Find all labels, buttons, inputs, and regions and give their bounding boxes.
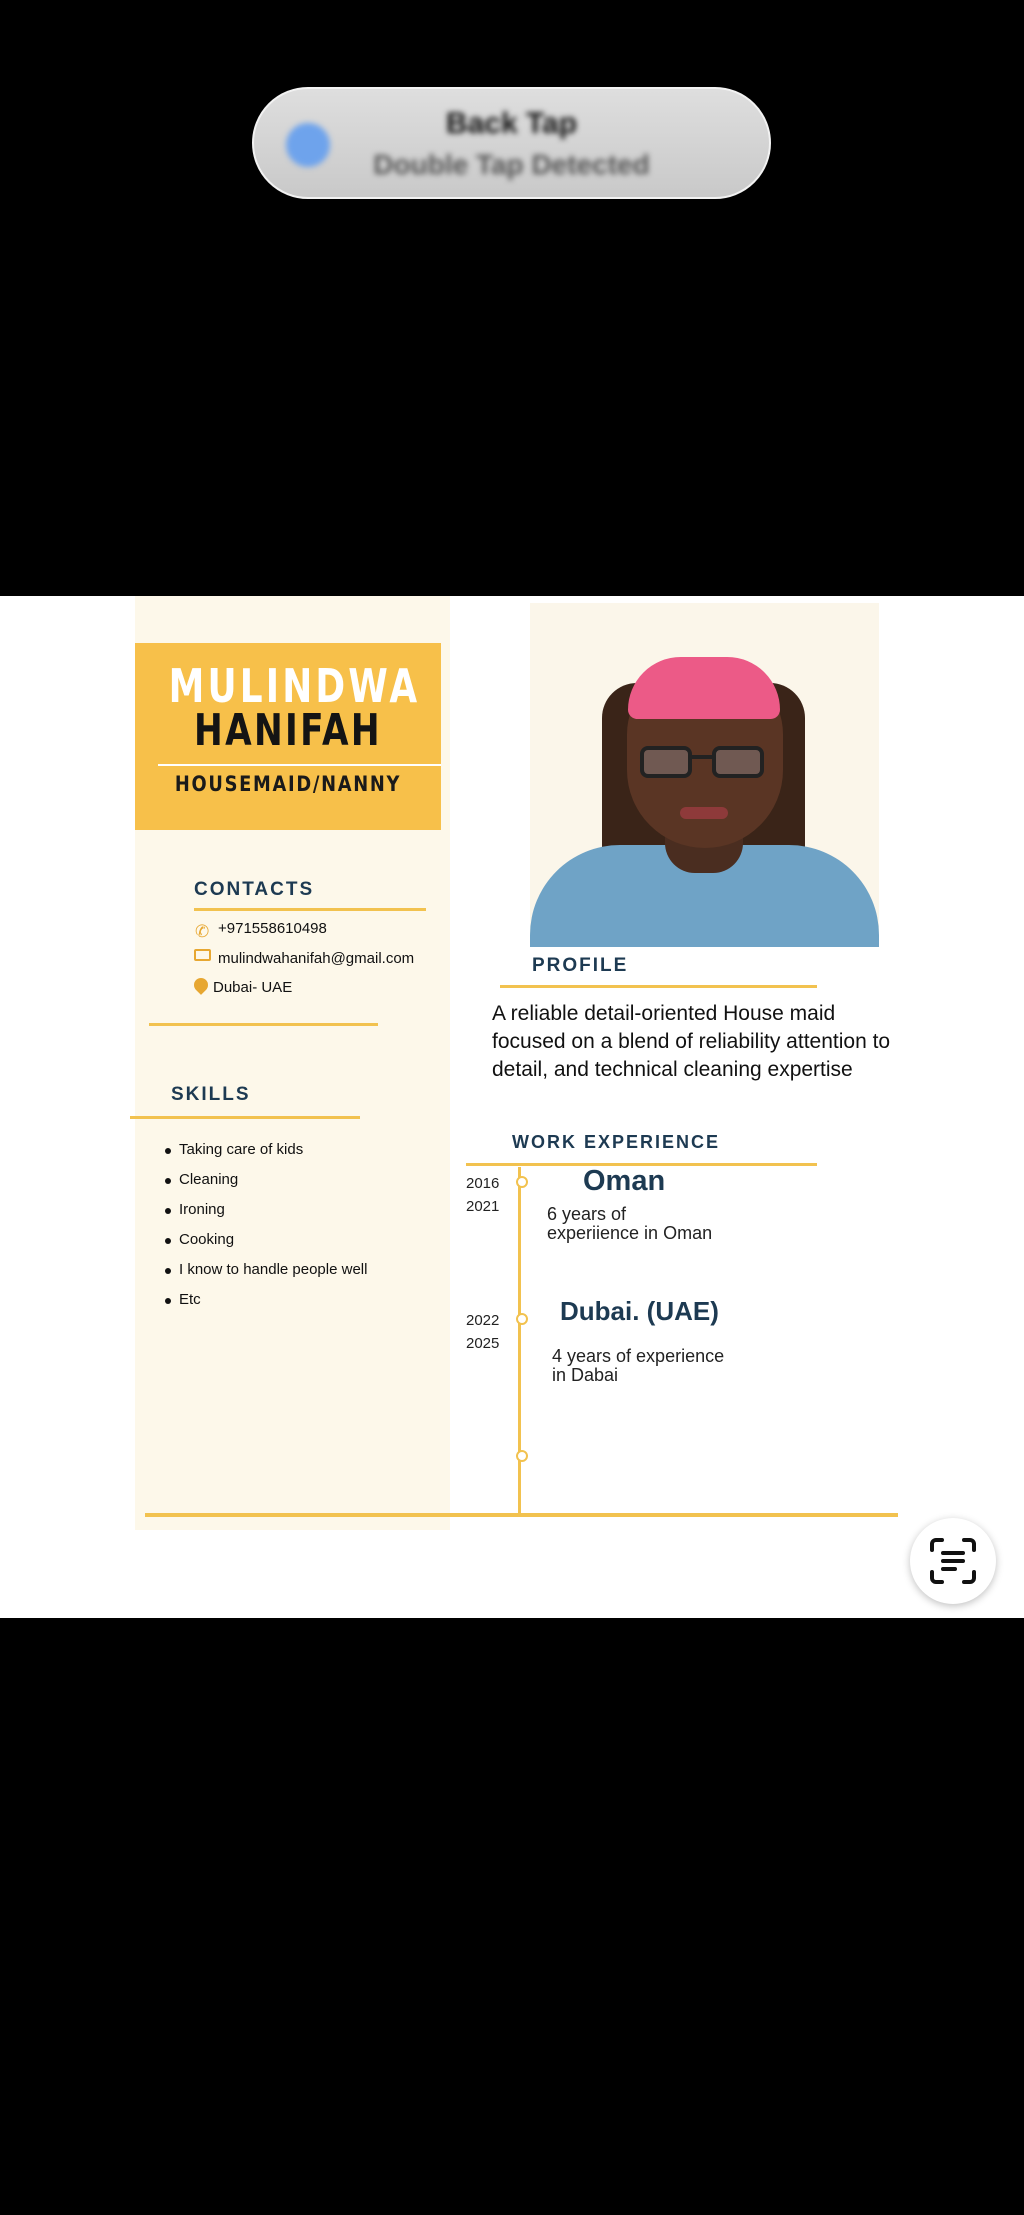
divider [130,1116,360,1119]
photo-detail [688,755,716,759]
live-text-scan-button[interactable] [910,1518,996,1604]
job-end-year: 2021 [466,1198,500,1215]
job-title-oman: Oman [583,1165,666,1197]
contacts-heading: CONTACTS [194,879,315,900]
timeline-node [516,1176,528,1188]
divider [194,908,426,911]
profile-text: A reliable detail-oriented House maid focused on a blend of reliability attention to detail, and technical cleaning expertise [492,1002,891,1081]
divider [500,985,817,988]
timeline-line [518,1167,521,1517]
list-item: Etc [165,1285,367,1315]
job-start-year: 2016 [466,1175,500,1192]
photo-detail [680,807,728,819]
job-end-year: 2025 [466,1335,500,1352]
list-item: Taking care of kids [165,1135,367,1165]
toast-title: Back Tap [445,107,578,140]
skills-list [165,1135,367,1315]
job-title: HOUSEMAID/NANNY [174,772,402,796]
job-description [552,1347,772,1385]
profile-photo [530,603,879,947]
contact-phone: +971558610498 [218,920,327,937]
live-text-scan-icon [910,1518,996,1604]
first-name: MULINDWA [168,659,421,713]
job-description [547,1205,767,1243]
list-item: Ironing [165,1195,367,1225]
last-name: HANIFAH [194,705,382,756]
resume-image [0,596,1024,1618]
name-banner [135,643,441,830]
photo-detail [712,746,764,778]
list-item: I know to handle people well [165,1255,367,1285]
profile-heading: PROFILE [532,955,629,976]
timeline-node [516,1450,528,1462]
divider [149,1023,378,1026]
list-item: Cleaning [165,1165,367,1195]
job-start-year: 2022 [466,1312,500,1329]
job-description-line: in Dabai [552,1365,619,1385]
job-description-line: 4 years of experience [552,1346,725,1366]
divider [145,1513,898,1517]
timeline-node [516,1313,528,1325]
toast-subtitle: Double Tap Detected [373,149,650,180]
divider [158,764,441,766]
photo-detail [640,746,692,778]
back-tap-toast [252,87,771,199]
mail-icon [194,949,211,961]
contact-email: mulindwahanifah@gmail.com [218,950,415,967]
skills-heading: SKILLS [171,1084,251,1105]
contact-location: Dubai- UAE [213,979,293,996]
list-item: Cooking [165,1225,367,1255]
work-experience-heading: WORK EXPERIENCE [512,1132,721,1152]
job-description-line: experiience in Oman [547,1223,713,1243]
photo-detail [628,657,780,719]
job-title-dubai: Dubai. (UAE) [560,1296,719,1326]
job-description-line: 6 years of [547,1204,627,1224]
phone-icon: ✆ [195,922,210,941]
